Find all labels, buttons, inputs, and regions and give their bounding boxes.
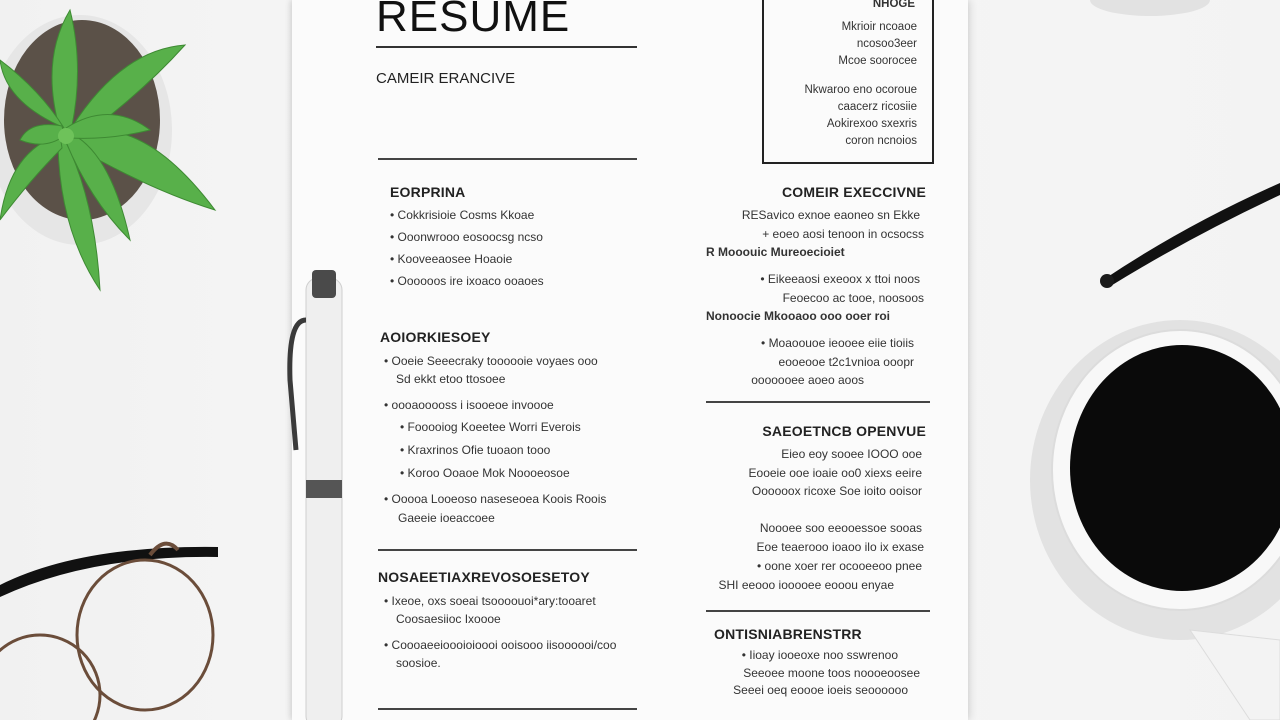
contact-line: Mkrioir ncoaoe: [841, 21, 917, 33]
section-heading: COMEIR EXECCIVNE: [782, 184, 926, 200]
resume-subtitle: CAMEIR ERANCIVE: [376, 70, 516, 87]
list-item: Noooee soo eeooessoe sooas: [759, 521, 922, 535]
list-item: • Ixeoe, oxs soeai tsoooouoi*ary:tooaret: [384, 594, 596, 608]
list-item: • Coooaeeioooioioooi ooisooo iisoooooi/coo: [384, 638, 617, 652]
list-item: Eooeie ooe ioaie oo0 xiexs eeire: [748, 466, 922, 480]
list-item: • Fooooiog Koeetee Worri Everois: [400, 420, 581, 434]
list-item: • Koroo Ooaoe Mok Noooeosoe: [400, 466, 570, 480]
contact-heading: NHOGE: [872, 0, 915, 10]
section-heading: SAEOETNCB OPENVUE: [762, 423, 926, 439]
contact-line: Mcoe soorocee: [838, 55, 917, 67]
list-item: • Moaoouoe ieooee eiie tioiis: [761, 336, 914, 350]
succulent-plant-icon: [0, 0, 230, 300]
section-divider: [706, 610, 930, 612]
eyeglasses-arm-icon: [1095, 175, 1280, 295]
contact-line: Nkwaroo eno ocoroue: [804, 84, 917, 96]
cup-edge-icon: [1090, 0, 1210, 20]
section-heading: EORPRINA: [390, 184, 466, 200]
list-item-cont: Coosaesiioc Ixoooe: [396, 612, 501, 626]
list-item: • oooaooooss i isooeoe invoooe: [384, 398, 554, 412]
section-heading: NOSAEETIAXREVOSOESETOY: [378, 569, 590, 585]
list-item-cont: Sd ekkt etoo ttosoee: [396, 372, 506, 386]
list-item: • Ooeie Seeecraky toooooie voyaes ooo: [384, 354, 598, 368]
list-item: • Kooveeaosee Hoaoie: [390, 252, 513, 266]
list-item-cont: ooooooee aoeo aoos: [751, 373, 864, 387]
section-divider: [378, 158, 637, 160]
pen-icon: [282, 270, 352, 720]
section-divider: [378, 549, 637, 551]
list-item: • oone xoer rer ocooeeoo pnee: [757, 559, 922, 573]
list-item: • Kraxrinos Ofie tuoaon tooo: [400, 443, 551, 457]
resume-title: RESUME: [376, 0, 571, 41]
list-item: Eoe teaerooo ioaoo ilo ix exase: [756, 540, 924, 554]
list-item-cont: SHI eeooo iooooee eooou enyae: [718, 578, 894, 592]
list-item: Eieo eoy sooee IOOO ooe: [781, 447, 922, 461]
list-item-cont: eooeooe t2c1vnioa ooopr: [778, 355, 914, 369]
list-item: • Ooooa Looeoso naseseoea Koois Roois: [384, 492, 607, 506]
list-item: • Eikeeaosi exeoox x ttoi noos: [760, 272, 920, 286]
contact-line: coron ncnoios: [845, 135, 917, 147]
list-item: • Oooooos ire ixoaco ooaoes: [390, 274, 544, 288]
list-item: • Ooonwrooo eosoocsg ncso: [390, 230, 543, 244]
coffee-cup-icon: [1020, 320, 1280, 720]
list-item: • Cokkrisioie Cosms Kkoae: [390, 208, 535, 222]
list-item: RESavico exnoe eaoneo sn Ekke: [741, 208, 920, 222]
list-item-cont: Seeoee moone toos noooeoosee: [743, 666, 920, 680]
contact-line: ncosoo3eer: [856, 38, 917, 50]
title-rule: [376, 46, 637, 48]
list-item: • Iioay iooeoxe noo sswrenoo: [741, 648, 898, 662]
list-item: + eoeo aosi tenoon in ocsocss: [762, 227, 924, 241]
contact-line: Aokirexoo sxexris: [826, 118, 917, 130]
section-heading: ONTISNIABRENSTRR: [714, 626, 862, 642]
list-item-cont: Gaeeie ioeaccoee: [398, 511, 495, 525]
list-item: Nonoocie Mkooaoo ooo ooer roi: [706, 309, 890, 323]
list-item: R Mooouic Mureoecioiet: [706, 245, 845, 259]
list-item-cont: Seeei oeq eoooe ioeis seoooooo: [733, 683, 908, 697]
list-item: Oooooox ricoxe Soe ioito ooisor: [751, 484, 922, 498]
list-item-cont: Feoecoo ac tooe, noosoos: [782, 291, 924, 305]
section-heading: AOIORKIESOEY: [380, 329, 491, 345]
section-divider: [378, 708, 637, 710]
section-divider: [706, 401, 930, 403]
eyeglasses-icon: [0, 525, 230, 720]
contact-line: caacerz ricosiie: [837, 101, 917, 113]
list-item-cont: soosioe.: [396, 656, 441, 670]
